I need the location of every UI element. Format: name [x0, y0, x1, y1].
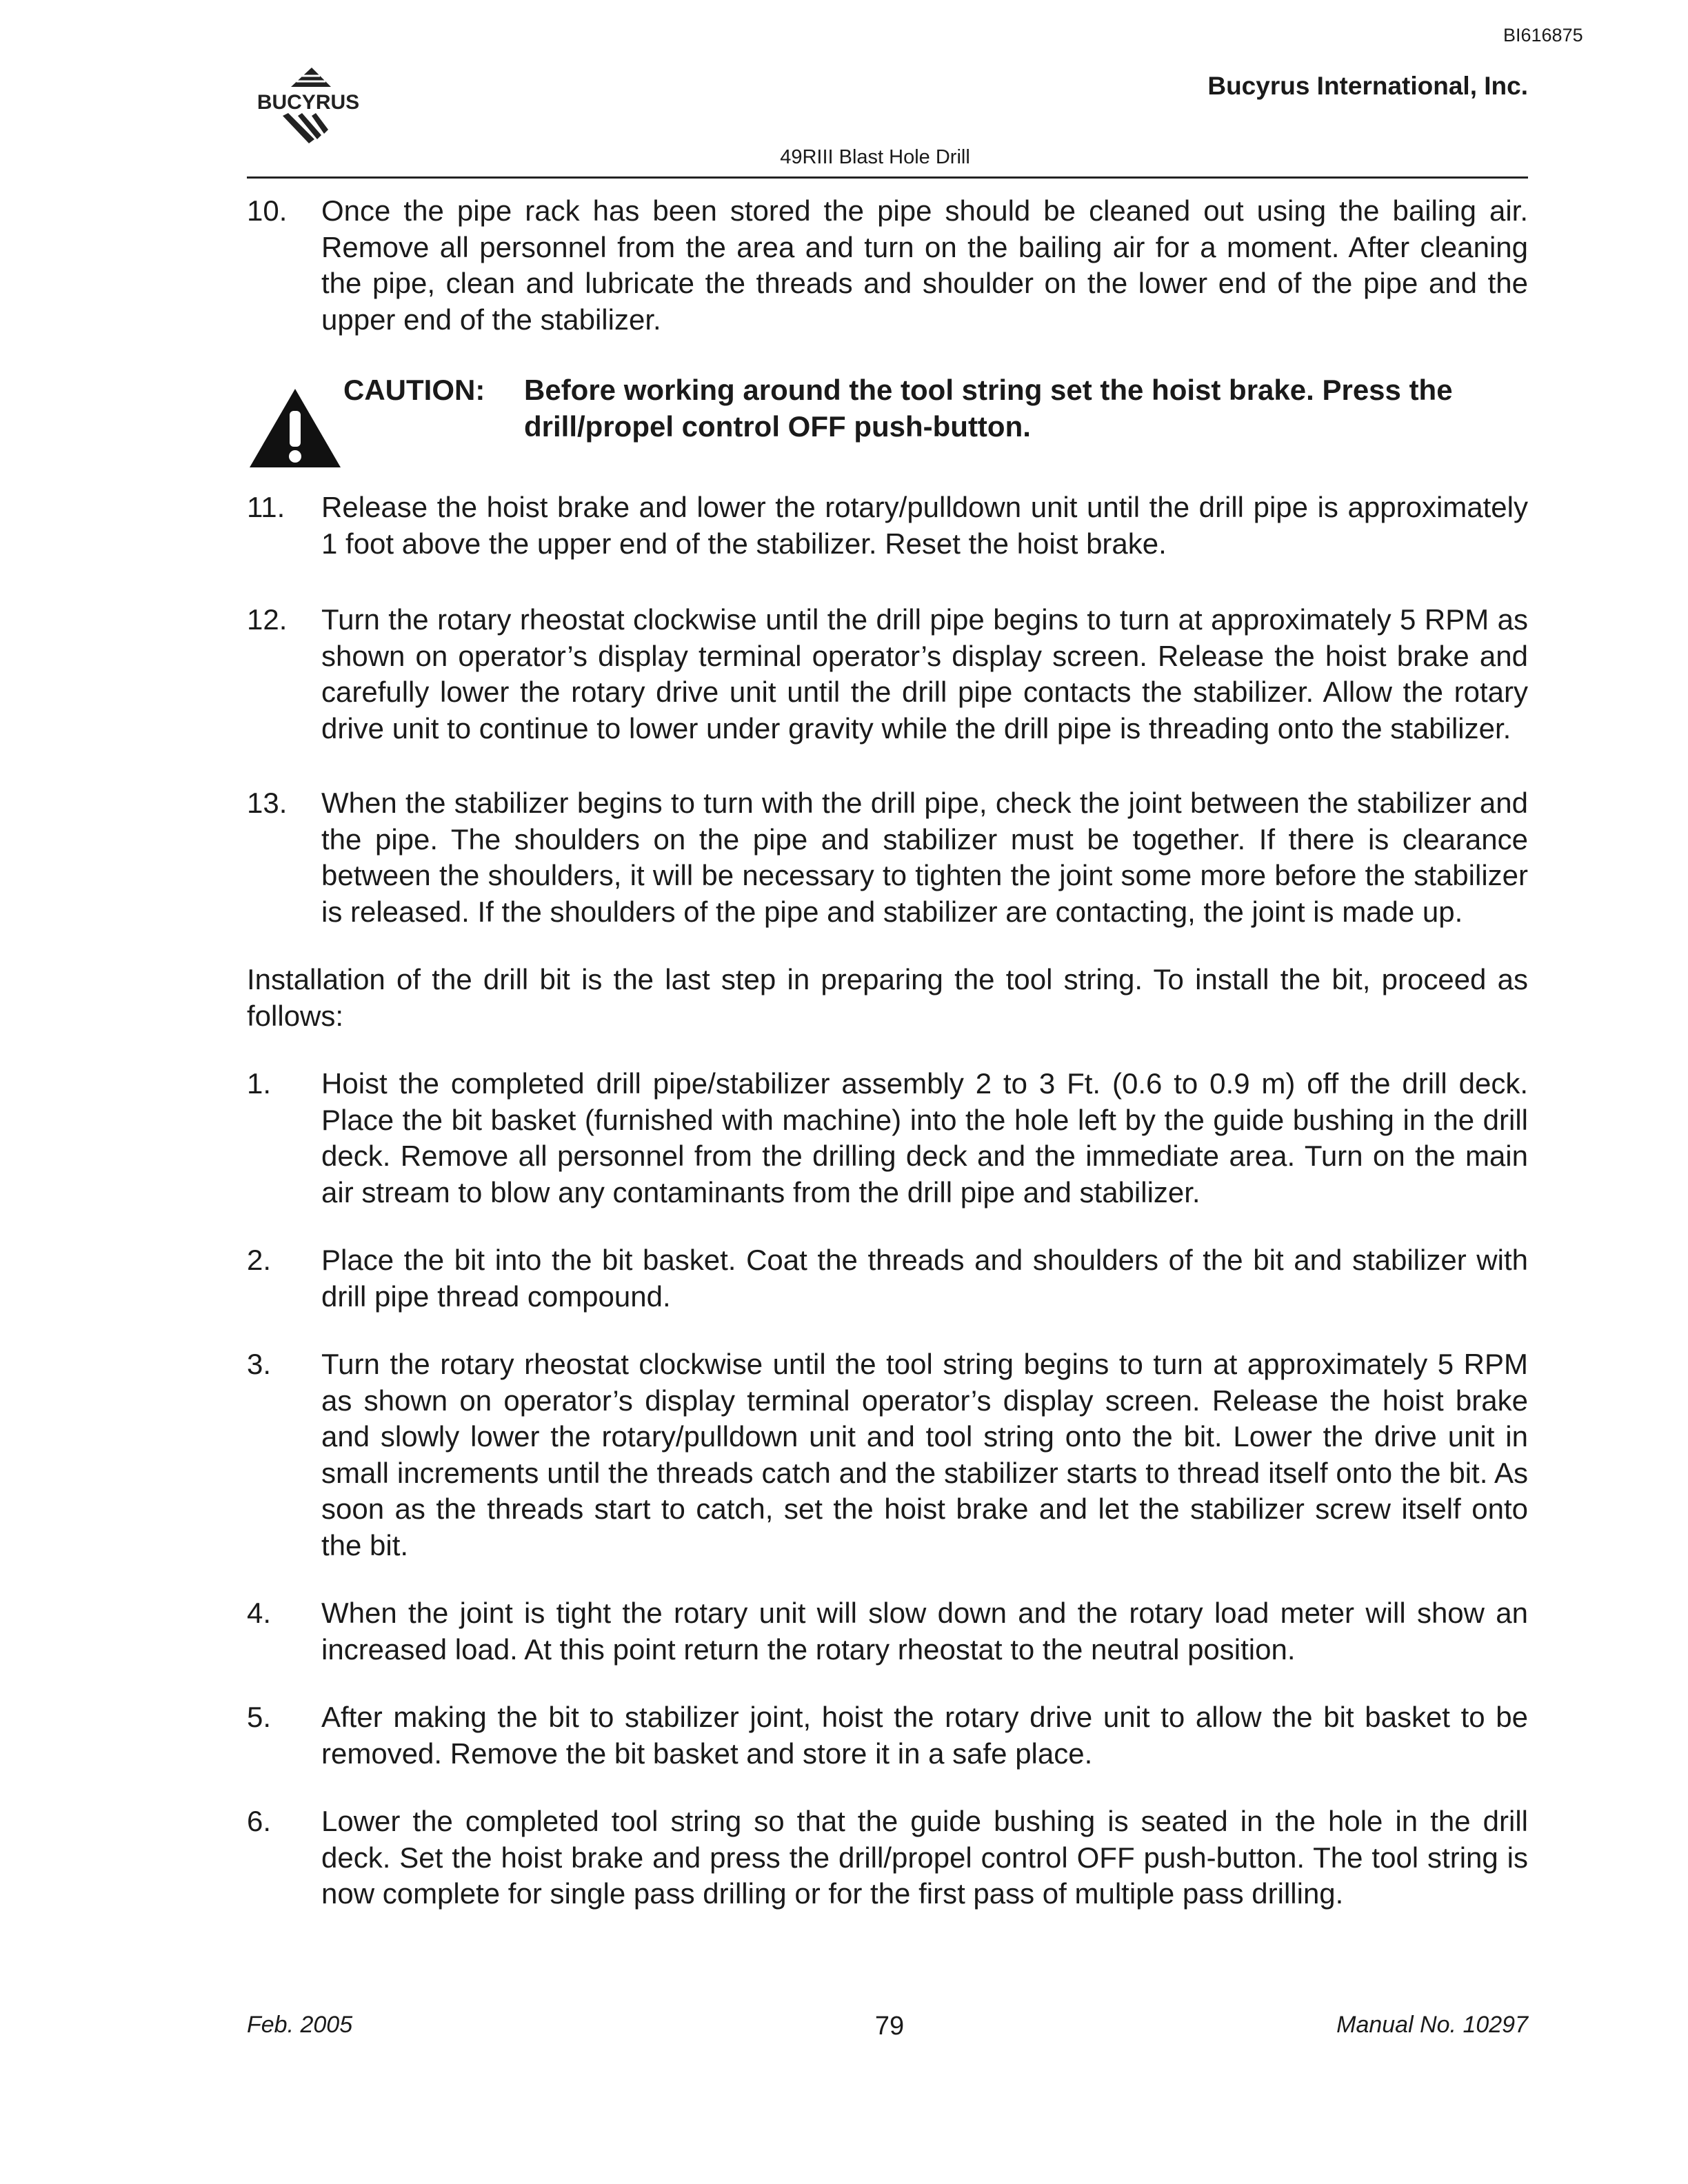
step-text: Turn the rotary rheostat clockwise until the drill pipe begins to turn at approximately 5 RPM as shown on operator’s display terminal operator’s display screen. Release the hoist brake and carefully lower the rotary drive unit until the drill pipe contacts the stabilizer. Allow the rotary drive unit to continue to lower under gravity while the drill pipe is threading onto the stabilizer.	[321, 603, 1528, 745]
step-text: Lower the completed tool string so that the guide bushing is seated in the hole in the drill deck. Set the hoist brake and press the drill/propel control OFF push-button. The tool string is now complete for single pass drilling or for the first pass of multiple pass drilling.	[321, 1805, 1528, 1910]
step-number: 1.	[247, 1067, 272, 1100]
bucyrus-logo	[243, 66, 374, 156]
step-10	[247, 193, 1528, 338]
step-text: Hoist the completed drill pipe/stabilizer assembly 2 to 3 Ft. (0.6 to 0.9 m) off the drill deck. Place the bit basket (furnished with machine) into the hole left by the guide bushing in the drill deck. Remove all personnel from the drilling deck and the immediate area. Turn on the main air stream to blow any contaminants from the drill pipe and stabilizer.	[321, 1067, 1528, 1209]
step-13	[247, 785, 1528, 930]
step-text: When the stabilizer begins to turn with the drill pipe, check the joint between the stabilizer and the pipe. The shoulders on the pipe and stabilizer must be together. If there is clearance between the shoulders, it will be necessary to tighten the joint some more before the stabilizer is released. If the shoulders of the pipe and stabilizer are contacting, the joint is made up.	[321, 787, 1528, 928]
page-number: 79	[874, 2012, 905, 2041]
bit-step-1	[247, 1066, 1528, 1211]
step-number: 13.	[247, 787, 288, 819]
step-text: After making the bit to stabilizer joint, hoist the rotary drive unit to allow the bit basket to be removed. Remove the bit basket and store it in a safe place.	[321, 1701, 1528, 1770]
step-12	[247, 602, 1528, 747]
step-number: 3.	[247, 1348, 272, 1380]
bit-step-5	[247, 1699, 1528, 1772]
step-number: 12.	[247, 603, 288, 636]
caution-label: CAUTION:	[343, 374, 485, 406]
document-id: BI616875	[1503, 25, 1583, 46]
bit-step-6	[247, 1803, 1528, 1912]
manual-number: Manual No. 10297	[1336, 2012, 1528, 2038]
bit-installation-intro: Installation of the drill bit is the last step in preparing the tool string. To install the bit, proceed as follows:	[247, 963, 1528, 1032]
caution-block	[247, 372, 1528, 470]
step-number: 4.	[247, 1597, 272, 1629]
document-subtitle: 49RIII Blast Hole Drill	[780, 146, 970, 168]
svg-text:BUCYRUS: BUCYRUS	[257, 91, 360, 114]
company-name: Bucyrus International, Inc.	[1207, 72, 1528, 100]
header-rule	[247, 176, 1528, 179]
step-11	[247, 489, 1528, 562]
step-number: 5.	[247, 1701, 272, 1733]
bit-step-2	[247, 1242, 1528, 1315]
step-text: Turn the rotary rheostat clockwise until the tool string begins to turn at approximately 5 RPM as shown on operator’s display terminal operator’s display screen. Release the hoist brake and slowly lower the rotary/pulldown unit and tool string onto the bit. Lower the drive unit in small increments until the threads catch and the stabilizer starts to thread itself onto the bit. As soon as the threads start to catch, set the hoist brake and let the stabilizer screw itself onto the bit.	[321, 1348, 1528, 1561]
step-text: Place the bit into the bit basket. Coat the threads and shoulders of the bit and stabilizer with drill pipe thread compound.	[321, 1244, 1528, 1313]
step-number: 2.	[247, 1244, 272, 1276]
bit-step-4	[247, 1595, 1528, 1668]
warning-icon	[247, 386, 343, 470]
footer-date: Feb. 2005	[247, 2012, 353, 2038]
caution-text: Before working around the tool string set the hoist brake. Press the drill/propel control OFF push-button.	[524, 374, 1453, 443]
step-number: 6.	[247, 1805, 272, 1837]
bit-step-3	[247, 1346, 1528, 1564]
step-text: Release the hoist brake and lower the rotary/pulldown unit until the drill pipe is approximately 1 foot above the upper end of the stabilizer. Reset the hoist brake.	[321, 491, 1528, 560]
page-content	[247, 193, 1528, 1912]
step-number: 11.	[247, 491, 285, 523]
step-text: Once the pipe rack has been stored the pipe should be cleaned out using the bailing air. Remove all personnel from the area and turn on the bailing air for a moment. After cleaning the pipe, clean and lubricate the threads and shoulder on the lower end of the pipe and the upper end of the stabilizer.	[321, 194, 1528, 336]
step-text: When the joint is tight the rotary unit will slow down and the rotary load meter will show an increased load. At this point return the rotary rheostat to the neutral position.	[321, 1597, 1528, 1666]
step-number: 10.	[247, 194, 288, 227]
